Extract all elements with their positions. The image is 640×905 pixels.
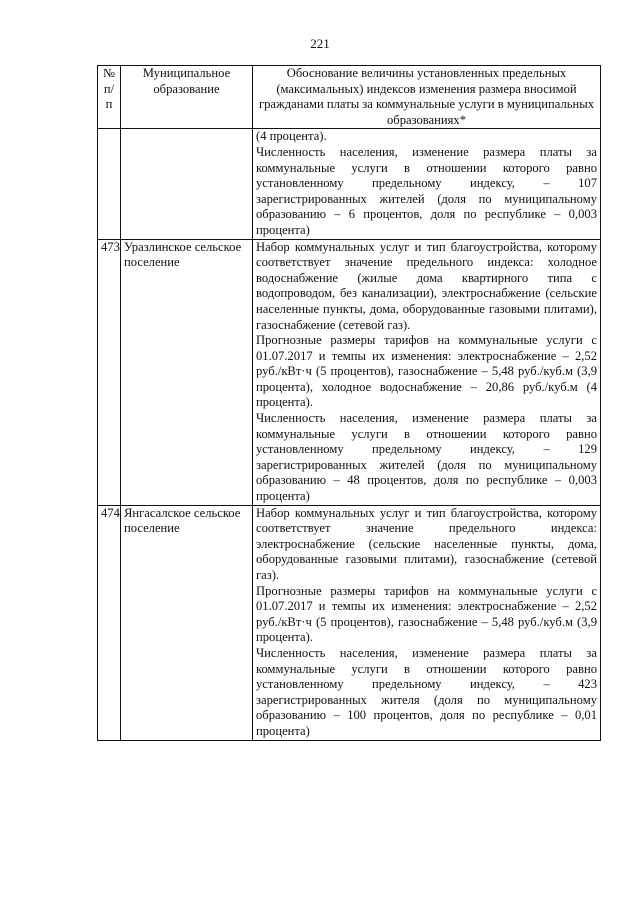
justification-paragraph: Численность населения, изменение размера платы за коммунальные услуги в отношении которого равно установленному предельному индексу, – 107 зарегистрированных жителей (доля по муниципальному образованию – 6 процентов, доля по республике – 0,003 процента) [256,144,597,237]
table-header-row [98,66,601,129]
tariff-justification-table [97,65,601,741]
justification-paragraph: (4 процента). [256,129,327,144]
header-justification: Обоснование величины установленных предельных (максимальных) индексов изменения размера вносимой гражданами платы за коммунальные услуги в муниципальных образованиях* [253,66,601,129]
row-municipality: Янгасалское сельское поселение [121,505,253,740]
row-justification [253,505,601,740]
justification-paragraph: Набор коммунальных услуг и тип благоустройства, которому соответствует значение предельного индекса: электроснабжение (сельские населенные пункты, дома, оборудованные газовыми плитами), газоснабжение (сетевой газ). [256,505,597,582]
justification-paragraph: Прогнозные размеры тарифов на коммунальные услуги с 01.07.2017 и темпы их изменения: электроснабжение – 2,52 руб./кВт·ч (5 процентов), газоснабжение – 5,48 руб./куб.м (3,9 процента). [256,583,597,645]
header-number: № п/п [98,66,121,129]
row-municipality [121,129,253,239]
row-municipality: Уразлинское сельское поселение [121,239,253,505]
justification-paragraph: Численность населения, изменение размера платы за коммунальные услуги в отношении которого равно установленному предельному индексу, – 423 зарегистрированных жителя (доля по муниципальному образованию – 100 процентов, доля по республике – 0,01 процента) [256,645,597,738]
header-municipality: Муниципальное образование [121,66,253,129]
justification-paragraph: Прогнозные размеры тарифов на коммунальные услуги с 01.07.2017 и темпы их изменения: электроснабжение – 2,52 руб./кВт·ч (5 процентов), газоснабжение – 5,48 руб./куб.м (3,9 процента), холодное водоснабжение – 20,86 руб./куб.м (4 процента). [256,333,597,410]
row-justification [253,129,601,239]
table-row [98,239,601,505]
row-number [98,129,121,239]
row-number: 473 [98,239,121,505]
table-row [98,505,601,740]
justification-paragraph: Набор коммунальных услуг и тип благоустройства, которому соответствует значение предельного индекса: холодное водоснабжение (жилые дома квартирного типа с водопроводом, без канализации), электроснабжение (сельские населенные пункты, дома, оборудованные газовыми плитами), газоснабжение (сетевой газ). [256,239,597,332]
row-number: 474 [98,505,121,740]
table-row [98,129,601,239]
row-justification [253,239,601,505]
page-number: 221 [310,36,330,51]
justification-paragraph: Численность населения, изменение размера платы за коммунальные услуги в отношении которого равно установленному предельному индексу, – 129 зарегистрированных жителей (доля по муниципальному образованию – 48 процентов, доля по республике – 0,003 процента) [256,411,597,504]
